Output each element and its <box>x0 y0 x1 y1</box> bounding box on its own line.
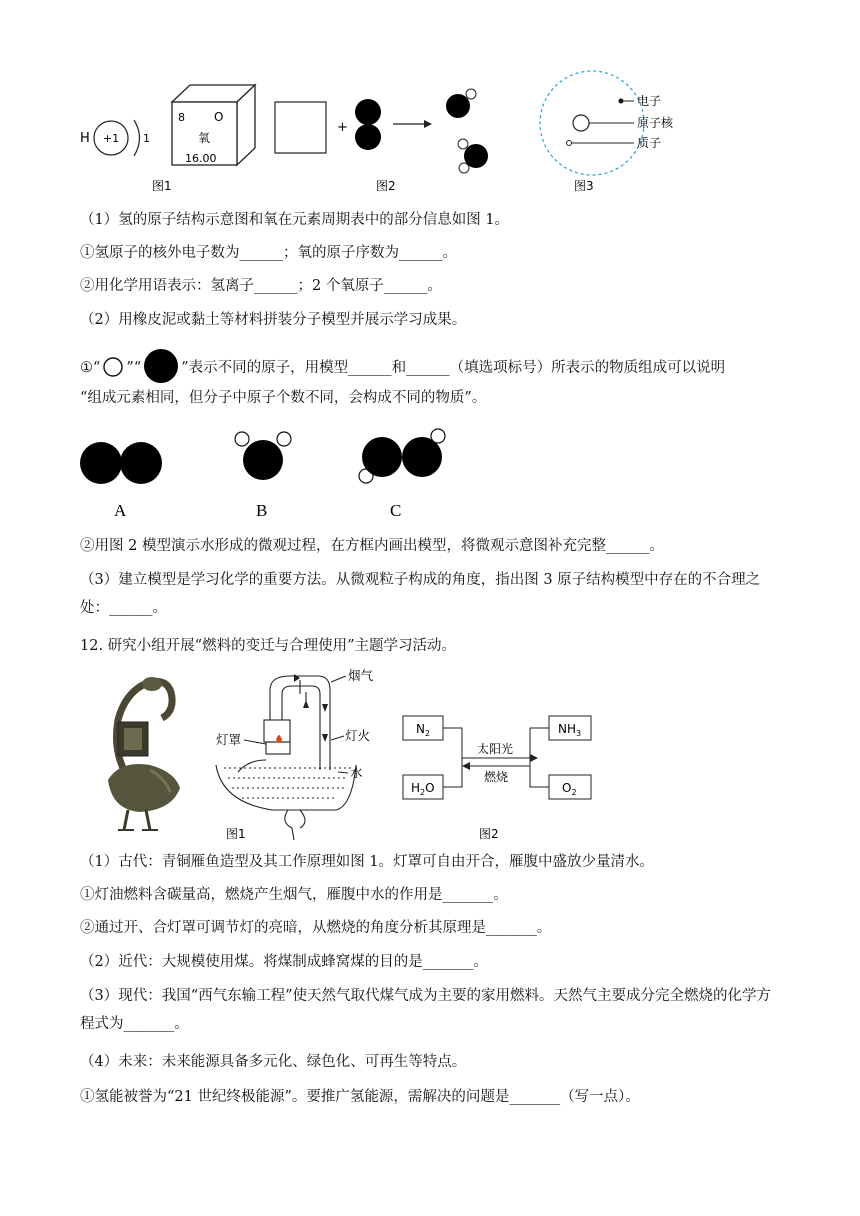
q12-part1-b: ②通过开、合灯罩可调节灯的亮暗，从燃烧的角度分析其原理是_______。 <box>80 920 552 936</box>
label-burn: 燃烧 <box>484 770 509 784</box>
o-atom <box>355 124 381 150</box>
flow-arrows <box>294 674 328 742</box>
label-sunlight: 太阳光 <box>477 742 514 756</box>
fig1-caption: 图1 <box>152 179 172 193</box>
q11-part1-a: ①氢原子的核外电子数为______；氧的原子序数为______。 <box>80 245 457 261</box>
label-flame: 灯火 <box>345 728 371 743</box>
black-atom-icon <box>141 348 181 384</box>
model-b-label: B <box>256 501 268 520</box>
q12-part4-a: ①氢能被誉为“21 世纪终极能源”。要推广氢能源，需解决的问题是_______（写一点）。 <box>80 1089 640 1105</box>
fig2-caption: 图2 <box>376 179 396 193</box>
q11-part1-b: ②用化学用语表示：氢离子______；2 个氧原子______。 <box>80 278 442 294</box>
q12-part4: （4）未来：未来能源具备多元化、绿色化、可再生等特点。 <box>80 1054 467 1070</box>
oxygen-name: 氧 <box>198 131 211 145</box>
q11-part3: （3）建立模型是学习化学的重要方法。从微观粒子构成的角度，指出图 3 原子结构模型中存在的不合理之处：______。 <box>80 572 761 616</box>
water-formation-diagram <box>275 89 488 173</box>
svg-text:O2: $O_2$ <box>562 781 577 797</box>
model-c-label: C <box>390 501 402 520</box>
q11-part2-a-line2: “组成元素相同，但分子中原子个数不同，会构成不同的物质”。 <box>80 390 487 406</box>
plus-sign: + <box>337 120 348 135</box>
q12-figures <box>0 660 860 850</box>
q11-part1: （1）氢的原子结构示意图和氧在元素周期表中的部分信息如图 1。 <box>80 212 510 228</box>
fig3-caption: 图3 <box>574 179 594 193</box>
oxygen-element-cell <box>172 85 255 165</box>
molecule-models <box>0 420 860 530</box>
o-atom <box>355 99 381 125</box>
model-a-label: A <box>114 501 127 520</box>
lamp-schematic <box>216 676 356 840</box>
model-c <box>359 429 445 483</box>
label-proton: 质子 <box>637 136 662 150</box>
oxygen-mass: 16.00 <box>185 152 217 165</box>
nitrogen-cycle-diagram <box>403 716 591 799</box>
q12-part1: （1）古代：青铜雁鱼造型及其工作原理如图 1。灯罩可自由开合，雁腹中盛放少量清水。 <box>80 854 655 870</box>
q11-part2-b: ②用图 2 模型演示水形成的微观过程，在方框内画出模型，将微观示意图补充完整______。 <box>80 538 664 554</box>
hydrogen-atom-diagram <box>80 120 150 156</box>
oxygen-symbol: O <box>214 110 224 124</box>
svg-text:H2O: $H_2O$ <box>411 781 435 797</box>
svg-text:N2: $N_2$ <box>416 722 431 738</box>
h-symbol: H <box>80 131 90 146</box>
h-nucleus-charge: +1 <box>102 132 120 145</box>
label-electron: 电子 <box>637 94 662 108</box>
atom-model-diagram <box>540 71 674 175</box>
model-b <box>235 432 291 480</box>
q12-intro: 12. 研究小组开展“燃料的变迁与合理使用”主题学习活动。 <box>80 638 456 654</box>
label-shade: 灯罩 <box>216 732 242 747</box>
figure-row-1 <box>0 0 860 200</box>
label-nucleus: 原子核 <box>637 116 674 130</box>
q12-part2: （2）近代：大规模使用煤。将煤制成蜂窝煤的目的是_______。 <box>80 954 488 970</box>
q12-fig1-caption: 图1 <box>226 827 246 841</box>
oxygen-number: 8 <box>178 111 185 124</box>
label-water: 水 <box>350 765 363 780</box>
model-a <box>80 442 162 484</box>
h-electron-count: 1 <box>143 132 150 145</box>
label-smoke: 烟气 <box>348 668 374 683</box>
q12-part3: （3）现代：我国“西气东输工程”使天然气取代煤气成为主要的家用燃料。天然气主要成分完全燃烧的化学方程式为_______。 <box>80 988 772 1032</box>
svg-text:NH3: $NH_3$ <box>558 722 582 738</box>
q11-part2-a: ①“ ”“ ”表示不同的原子，用模型______和______（填选项标号）所表示的物质组成可以说明 <box>80 348 725 384</box>
empty-model-box <box>275 102 326 153</box>
white-atom-icon <box>100 357 126 377</box>
bronze-lamp-image <box>108 677 180 830</box>
q12-part1-a: ①灯油燃料含碳量高，燃烧产生烟气，雁腹中水的作用是_______。 <box>80 887 508 903</box>
q11-part2: （2）用橡皮泥或黏土等材料拼装分子模型并展示学习成果。 <box>80 312 467 328</box>
q12-fig2-caption: 图2 <box>479 827 499 841</box>
